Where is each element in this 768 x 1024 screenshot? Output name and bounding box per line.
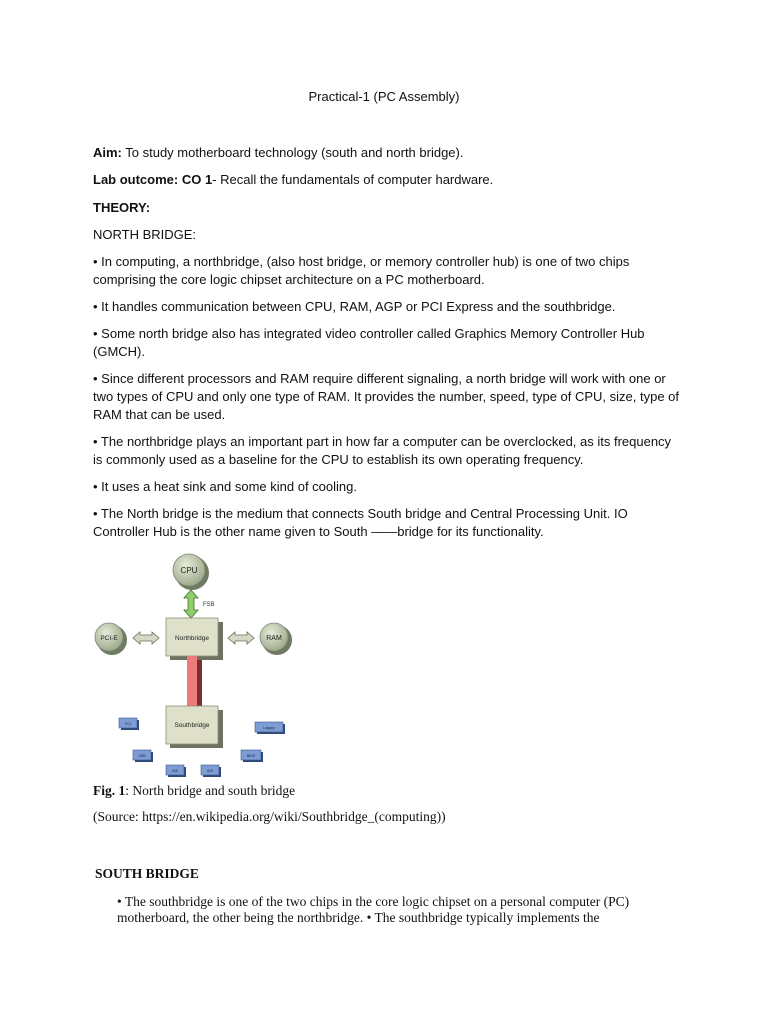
legacy-label: Legacy (263, 726, 275, 730)
usb-chip (133, 750, 153, 762)
north-bullet-6: • It uses a heat sink and some kind of cooling. (93, 479, 357, 494)
pcie-node (95, 623, 127, 655)
bridge-link (187, 656, 202, 708)
ram-arrow (228, 632, 254, 644)
fsb-label: FSB (203, 602, 215, 608)
theory-heading: THEORY: (93, 200, 151, 215)
north-bullet-5: • The northbridge plays an important part in how far a computer can be overclocked, as its frequency is commonly used as a baseline for the CPU to establish its own operating frequency. (93, 434, 672, 467)
bridge-diagram (90, 552, 300, 782)
document-title: Practical-1 (PC Assembly) (308, 89, 460, 104)
isa-chip (166, 765, 186, 777)
northbridge-label: Northbridge (175, 635, 209, 642)
pcie-label: PCI-E (100, 635, 118, 642)
south-bridge-text: • The southbridge is one of the two chips in the core logic chipset on a personal computer (PC) motherboard, the other being the northbridge. • The southbridge typically implements the (117, 894, 630, 925)
north-bridge-heading: NORTH BRIDGE: (93, 227, 197, 242)
ide-chip (201, 765, 221, 777)
usb-label: USB (138, 754, 146, 758)
figure-source: (Source: https://en.wikipedia.org/wiki/Southbridge_(computing)) (93, 809, 446, 824)
lab-outcome-text: - Recall the fundamentals of computer hardware. (212, 172, 494, 187)
aim-line (93, 144, 683, 162)
figure-caption (93, 782, 683, 799)
north-bullet-7: • The North bridge is the medium that connects South bridge and Central Processing Unit. IO Controller Hub is the other name given to South ——bridge for its functionality. (93, 506, 628, 539)
figure-caption-text: : North bridge and south bridge (125, 783, 296, 798)
lab-outcome-line (93, 171, 683, 189)
ram-node (260, 623, 292, 655)
south-bridge-heading: SOUTH BRIDGE (95, 866, 199, 881)
bios-label: BIOS (246, 754, 256, 758)
legacy-chip (255, 722, 285, 734)
north-bullet-1: • In computing, a northbridge, (also host bridge, or memory controller hub) is one of two chips comprising the core logic chipset architecture on a PC motherboard. (93, 254, 630, 287)
north-bullet-2: • It handles communication between CPU, RAM, AGP or PCI Express and the southbridge. (93, 299, 616, 314)
aim-label: Aim: (93, 145, 122, 160)
isa-label: ISA (172, 769, 178, 773)
pci-chip (119, 718, 139, 730)
pci-label: PCI (125, 722, 131, 726)
ram-label: RAM (266, 635, 282, 642)
cpu-node (173, 554, 209, 590)
figure-label: Fig. 1 (93, 783, 126, 798)
north-bullet-4: • Since different processors and RAM require different signaling, a north bridge will work with one or two types of CPU and only one type of RAM. It provides the number, speed, type of CPU, size, type of RAM that can be used. (93, 371, 680, 422)
aim-text: To study motherboard technology (south and north bridge). (121, 145, 464, 160)
cpu-label: CPU (180, 566, 198, 575)
southbridge-label: Southbridge (174, 722, 210, 729)
southbridge-node (166, 706, 223, 748)
ide-label: IDE (207, 769, 213, 773)
bios-chip (241, 750, 263, 762)
lab-outcome-label: Lab outcome: CO 1 (93, 172, 213, 187)
pcie-arrow (133, 632, 159, 644)
fsb-arrow (184, 590, 215, 618)
north-bullet-3: • Some north bridge also has integrated video controller called Graphics Memory Controller Hub (GMCH). (93, 326, 645, 359)
northbridge-node (166, 618, 223, 660)
